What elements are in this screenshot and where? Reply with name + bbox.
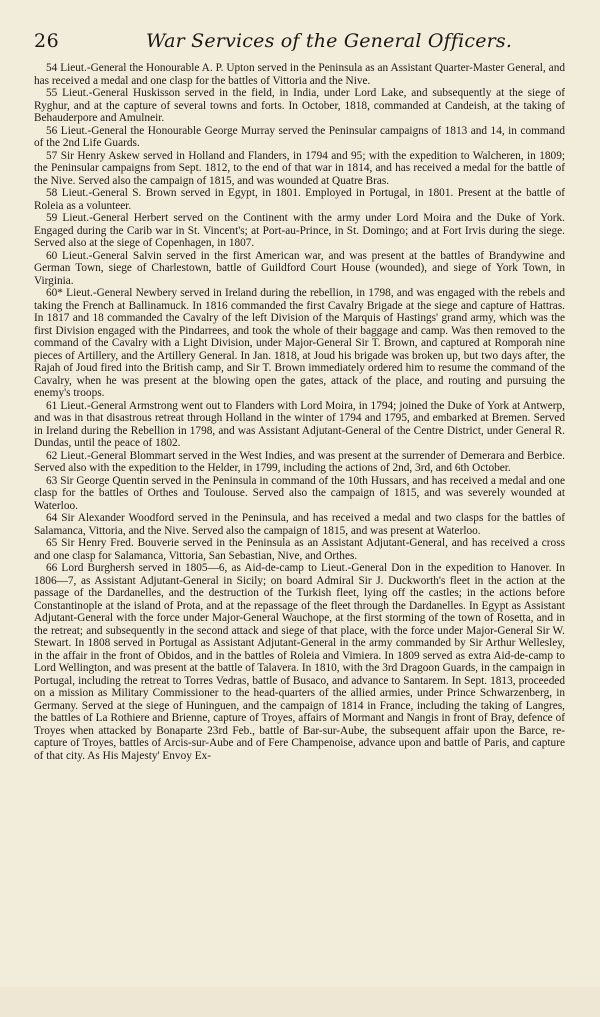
entry-paragraph: 66 Lord Burghersh served in 1805—6, as Aid-de-camp to Lieut.-General Don in the expedition to Hanover. In 1806—7, as Assistant Adjutant-General in Sicily; on board Admiral Sir J. Duckworth's fleet in the action at the passage of the Dardanelles, and the destruction of the Turkish fleet, lying off the castles; in the actions before Constantinople at the island of Prota, and at the repassage of the fleet through the Dardanelles. In Egypt as Assistant Adjutant-General with the force under Major-General Wauchope, at the first storming of the town of Rosetta, and in the retreat; and subsequently in the second attack and siege of that place, with the force under Major-General Sir W. Stewart. In 1808 served in Portugal as Assistant Adjutant-General in the army commanded by Sir Arthur Wellesley, in the affair in the front of Obidos, and in the battles of Roleia and Vimiera. In 1809 served as extra Aid-de-camp to Lord Wellington, and was present at the battle of Talavera. In 1810, with the 3rd Dragoon Guards, in the campaign in Portugal, including the retreat to Torres Vedras, battle of Busaco, and advance to Santarem. In Sept. 1813, proceeded on a mission as Military Commissioner to the head-quarters of the allied armies, under Prince Schwarzenberg, in Germany. Served at the siege of Huninguen, and the campaign of 1814 in France, including the taking of Langres, the battles of La Rothiere and Brienne, capture of Troyes, affairs of Mormant and Nangis in front of Bray, defence of Troyes when attacked by Bonaparte 23rd Feb., battle of Bar-sur-Aube, the subsequent affair upon the Barce, re-capture of Troyes, battles of Arcis-sur-Aube and of Fere Champenoise, advance upon and battle of Paris, and capture of that city. As His Majesty' Envoy Ex-: [34, 562, 565, 762]
page-number: 26: [34, 30, 60, 52]
entry-paragraph: 57 Sir Henry Askew served in Holland and Flanders, in 1794 and 95; with the expedition to Walcheren, in 1809; the Peninsular campaigns from Sept. 1812, to the end of that war in 1814, and has received a medal for the battle of the Nive. Served also the campaign of 1815, and was wounded at Quatre Bras.: [34, 149, 565, 187]
entry-paragraph: 54 Lieut.-General the Honourable A. P. Upton served in the Peninsula as an Assistant Quarter-Master General, and has received a medal and one clasp for the battles of Vittoria and the Nive.: [34, 62, 565, 87]
page-bottom-margin: [0, 987, 600, 1017]
entry-paragraph: 61 Lieut.-General Armstrong went out to Flanders with Lord Moira, in 1794; joined the Duke of York at Antwerp, and was in that disastrous retreat through Holland in the winter of 1794 and 1795, and embarked at Bremen. Served in Ireland during the Rebellion in 1798, and was Assistant Adjutant-General of the Centre District, under General R. Dundas, until the peace of 1802.: [34, 399, 565, 449]
entry-paragraph: 56 Lieut.-General the Honourable George Murray served the Peninsular campaigns of 1813 and 14, in command of the 2nd Life Guards.: [34, 124, 565, 149]
entry-paragraph: 58 Lieut.-General S. Brown served in Egypt, in 1801. Employed in Portugal, in 1801. Present at the battle of Roleia as a volunteer.: [34, 187, 565, 212]
entry-paragraph: 60 Lieut.-General Salvin served in the first American war, and was present at the battles of Brandywine and German Town, siege of Charlestown, battle of Guildford Court House (wounded), and siege of York Town, in Virginia.: [34, 249, 565, 287]
page-header: [34, 30, 564, 54]
entry-paragraph: 59 Lieut.-General Herbert served on the Continent with the army under Lord Moira and the Duke of York. Engaged during the Carib war in St. Vincent's; at Port-au-Prince, in St. Domingo; and at Fort Irvis during the siege. Served also at the siege of Copenhagen, in 1807.: [34, 212, 565, 249]
entry-paragraph: 62 Lieut.-General Blommart served in the West Indies, and was present at the surrender of Demerara and Berbice. Served also with the expedition to the Helder, in 1799, including the actions of 2nd, 3rd, and 6th October.: [34, 449, 565, 474]
entry-paragraph: 65 Sir Henry Fred. Bouverie served in the Peninsula as an Assistant Adjutant-General, and has received a cross and one clasp for Salamanca, Vittoria, San Sebastian, Nive, and Orthes.: [34, 537, 565, 562]
entry-paragraph: 64 Sir Alexander Woodford served in the Peninsula, and has received a medal and two clasps for the battles of Salamanca, Vittoria, and the Nive. Served also the campaign of 1815, and was present at Waterloo.: [34, 512, 565, 537]
running-title: War Services of the General Officers.: [146, 30, 513, 52]
entry-paragraph: 63 Sir George Quentin served in the Peninsula in command of the 10th Hussars, and has received a medal and one clasp for the battles of Orthes and Toulouse. Served also the campaign of 1815, and was severely wounded at Waterloo.: [34, 474, 565, 512]
entry-paragraph: 60* Lieut.-General Newbery served in Ireland during the rebellion, in 1798, and was engaged with the rebels and taking the French at Ballinamuck. In 1816 commanded the first Cavalry Brigade at the siege and capture of Hattras. In 1817 and 18 commanded the Cavalry of the left Division of the Marquis of Hastings' grand army, which was the first Division engaged with the Pindarrees, and took the whole of their baggage and camp. Was then removed to the command of the Cavalry with a Light Division, under Major-General Sir T. Brown, and captured at Romporah nine pieces of Artillery, and the Artillery General. In Jan. 1818, at Joud his brigade was broken up, but two days after, the Rajah of Joud fired into the British camp, and Sir T. Brown immediately ordered him to resume the command of the Cavalry, when he was present at the blowing open the gates, attack of the place, and routing and pursuing the enemy's troops.: [34, 287, 565, 399]
body-text: [34, 62, 565, 762]
entry-paragraph: 55 Lieut.-General Huskisson served in the field, in India, under Lord Lake, and subsequently at the siege of Ryghur, and at the capture of several towns and forts. In October, 1818, commanded at Candeish, at the taking of Behauderpore and Amulneir.: [34, 87, 565, 124]
